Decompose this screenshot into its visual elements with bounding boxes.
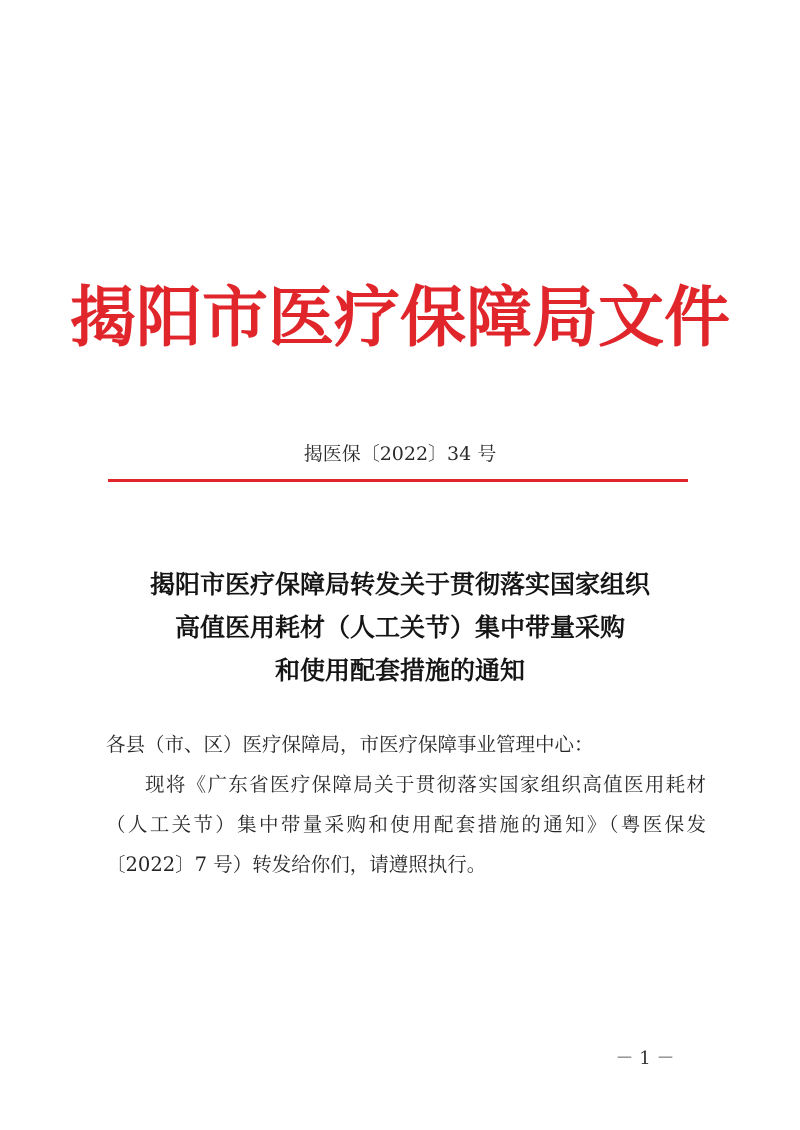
addressee-line: 各县（市、区）医疗保障局，市医疗保障事业管理中心：: [106, 733, 594, 756]
document-number: 揭医保〔2022〕34 号: [303, 443, 497, 465]
title-line-1: 揭阳市医疗保障局转发关于贯彻落实国家组织: [149, 570, 650, 599]
document-title: [40, 563, 760, 692]
document-body: [106, 725, 706, 885]
issuer-header-title: 揭阳市医疗保障局文件: [70, 278, 730, 356]
page-number: － 1 －: [615, 1048, 675, 1069]
red-separator-line: [108, 479, 688, 482]
title-line-2: 高值医用耗材（人工关节）集中带量采购: [174, 613, 625, 642]
title-line-3: 和使用配套措施的通知: [274, 656, 525, 685]
body-paragraph: 现将《广东省医疗保障局关于贯彻落实国家组织高值医用耗材（人工关节）集中带量采购和使用配套措施的通知》（粤医保发〔2022〕7 号）转发给你们，请遵照执行。: [106, 773, 706, 876]
